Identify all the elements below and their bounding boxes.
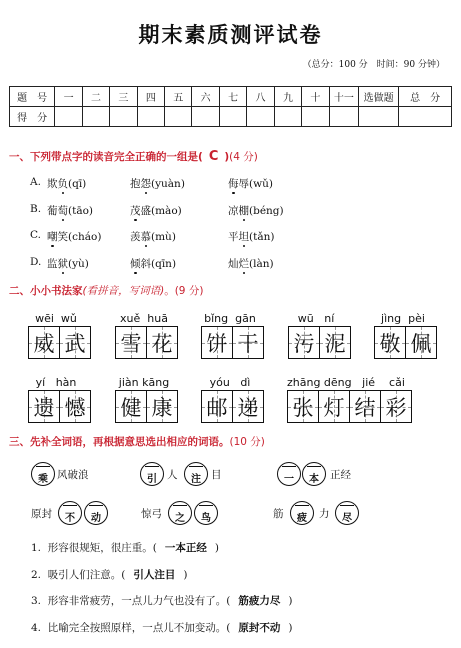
fill-circle: 尽 bbox=[335, 501, 359, 525]
score-table-score-row bbox=[10, 107, 452, 127]
pinyin-label: yí hàn bbox=[35, 376, 77, 389]
written-char: 威 bbox=[33, 331, 55, 356]
option-word-text: 羡慕 bbox=[130, 231, 151, 243]
pinyin-label: bǐng gān bbox=[204, 312, 256, 325]
written-char: 健 bbox=[120, 395, 142, 420]
writing-grid bbox=[201, 390, 264, 423]
question-item: 2. 吸引人们注意。( 引人注目 ) bbox=[31, 569, 188, 581]
score-table-header: 九 bbox=[274, 87, 301, 107]
section3-heading bbox=[9, 434, 265, 449]
idiom-text: 目 bbox=[211, 469, 222, 481]
written-char: 武 bbox=[64, 331, 86, 356]
option-word-text: 茂盛 bbox=[130, 205, 151, 217]
pinyin-label: yóu dì bbox=[209, 376, 251, 389]
option-word-text: 倾斜 bbox=[130, 258, 151, 270]
pinyin-label: zhāng dēng jié cǎi bbox=[287, 376, 405, 389]
option-word bbox=[130, 176, 185, 191]
option-letter: C. bbox=[30, 229, 41, 241]
question-item: 1. 形容很规矩，很庄重。( 一本正经 ) bbox=[31, 542, 219, 554]
option-pinyin: (qīn) bbox=[151, 258, 177, 270]
section3-score: (10 分) bbox=[229, 436, 265, 448]
fill-circle: 动 bbox=[84, 501, 108, 525]
question-item: 3. 形容非常疲劳，一点儿力气也没有了。( 筋疲力尽 ) bbox=[31, 595, 293, 607]
score-table-header-row bbox=[10, 87, 452, 107]
score-table bbox=[9, 86, 452, 127]
score-table-header: 六 bbox=[192, 87, 219, 107]
score-table-row-label: 得 分 bbox=[10, 107, 55, 127]
score-cell[interactable] bbox=[55, 107, 82, 127]
written-char: 敬 bbox=[379, 331, 401, 356]
option-pinyin: (làn) bbox=[249, 258, 274, 270]
option-word-text: 抱怨 bbox=[130, 178, 151, 190]
option-letter: B. bbox=[30, 203, 42, 215]
writing-grid bbox=[201, 326, 264, 359]
score-cell[interactable] bbox=[137, 107, 164, 127]
option-word bbox=[47, 256, 89, 271]
fill-circle: 引 bbox=[140, 462, 164, 486]
written-char: 雪 bbox=[120, 331, 142, 356]
score-cell[interactable] bbox=[247, 107, 274, 127]
score-table-header: 一 bbox=[55, 87, 82, 107]
score-cell[interactable] bbox=[399, 107, 452, 127]
written-char: 彩 bbox=[385, 395, 407, 420]
idiom-text: 原封 bbox=[31, 508, 52, 520]
score-table-header: 三 bbox=[110, 87, 137, 107]
section2-note: (看拼音，写词语) bbox=[82, 285, 165, 297]
written-char: 结 bbox=[354, 395, 376, 420]
option-pinyin: (cháo) bbox=[68, 231, 102, 243]
written-char: 灯 bbox=[323, 395, 345, 420]
section1-heading bbox=[9, 149, 258, 164]
score-cell[interactable] bbox=[274, 107, 301, 127]
option-word-text: 葡萄 bbox=[47, 205, 68, 217]
question-answer: 引人注目 bbox=[133, 569, 176, 581]
option-word-text: 平坦 bbox=[228, 231, 249, 243]
option-pinyin: (tǎn) bbox=[249, 231, 275, 243]
question-answer: 原封不动 bbox=[238, 622, 281, 634]
score-time-note: （总分：100 分 时间：90 分钟） bbox=[302, 60, 445, 70]
writing-grid bbox=[28, 390, 91, 423]
idiom-text: 正经 bbox=[330, 469, 351, 481]
idiom-text: 力 bbox=[319, 508, 330, 520]
score-cell[interactable] bbox=[82, 107, 109, 127]
score-cell[interactable] bbox=[219, 107, 246, 127]
option-word-text: 嘲笑 bbox=[47, 231, 68, 243]
score-table-header: 二 bbox=[82, 87, 109, 107]
score-table-header: 四 bbox=[137, 87, 164, 107]
writing-grid bbox=[288, 326, 351, 359]
idiom-text: 风破浪 bbox=[57, 469, 89, 481]
written-char: 张 bbox=[292, 395, 314, 420]
score-table-header: 十 bbox=[302, 87, 329, 107]
pinyin-label: jìng pèi bbox=[381, 312, 425, 325]
fill-circle: 本 bbox=[302, 462, 326, 486]
pinyin-label: jiàn kāng bbox=[118, 376, 170, 389]
score-table-header: 七 bbox=[219, 87, 246, 107]
written-char: 泥 bbox=[324, 331, 346, 356]
writing-grid bbox=[287, 390, 412, 423]
option-word bbox=[228, 256, 274, 271]
option-word-text: 监狱 bbox=[47, 258, 68, 270]
fill-circle: 不 bbox=[58, 501, 82, 525]
question-answer: 一本正经 bbox=[164, 542, 207, 554]
score-table-header: 选做题 bbox=[359, 87, 399, 107]
written-char: 憾 bbox=[64, 395, 86, 420]
option-word-text: 欺负 bbox=[47, 178, 68, 190]
writing-grid bbox=[374, 326, 437, 359]
score-cell[interactable] bbox=[165, 107, 192, 127]
option-word bbox=[130, 256, 176, 271]
writing-grid bbox=[115, 326, 178, 359]
score-cell[interactable] bbox=[359, 107, 399, 127]
option-word bbox=[47, 176, 86, 191]
written-char: 干 bbox=[237, 331, 259, 356]
option-pinyin: (yuàn) bbox=[151, 178, 185, 190]
option-word bbox=[47, 229, 101, 244]
score-table-header: 五 bbox=[165, 87, 192, 107]
writing-grid bbox=[115, 390, 178, 423]
option-letter: A. bbox=[30, 176, 41, 188]
score-table-header: 十一 bbox=[329, 87, 359, 107]
written-char: 邮 bbox=[206, 395, 228, 420]
section2-score: 。(9 分) bbox=[164, 285, 204, 297]
section1-heading-text: 一、下列带点字的读音完全正确的一组是( bbox=[9, 151, 203, 163]
option-pinyin: (qī) bbox=[68, 178, 87, 190]
score-table-header: 总 分 bbox=[399, 87, 452, 107]
score-cell[interactable] bbox=[302, 107, 329, 127]
section1-answer: C bbox=[208, 149, 219, 164]
section2-heading bbox=[9, 283, 203, 298]
written-char: 饼 bbox=[206, 331, 228, 356]
question-item: 4. 比喻完全按照原样，一点儿不加变动。( 原封不动 ) bbox=[31, 622, 293, 634]
option-word-text: 灿烂 bbox=[228, 258, 249, 270]
written-char: 递 bbox=[237, 395, 259, 420]
writing-grid bbox=[28, 326, 91, 359]
option-word bbox=[228, 203, 284, 218]
written-char: 花 bbox=[151, 331, 173, 356]
option-word bbox=[228, 176, 273, 191]
option-word bbox=[130, 203, 182, 218]
written-char: 佩 bbox=[410, 331, 432, 356]
section1-heading-close: ) bbox=[224, 151, 230, 163]
section2-heading-text: 二、小小书法家 bbox=[9, 285, 83, 297]
fill-circle: 一 bbox=[277, 462, 301, 486]
option-word bbox=[130, 229, 176, 244]
question-answer: 筋疲力尽 bbox=[238, 595, 281, 607]
option-word-text: 凉棚 bbox=[228, 205, 249, 217]
fill-circle: 疲 bbox=[290, 501, 314, 525]
score-table-header: 题 号 bbox=[10, 87, 55, 107]
option-word-text: 侮辱 bbox=[228, 178, 249, 190]
written-char: 遗 bbox=[33, 395, 55, 420]
score-cell[interactable] bbox=[110, 107, 137, 127]
score-table-header: 八 bbox=[247, 87, 274, 107]
fill-circle: 注 bbox=[184, 462, 208, 486]
fill-circle: 之 bbox=[168, 501, 192, 525]
section1-score: (4 分) bbox=[229, 151, 258, 163]
score-cell[interactable] bbox=[329, 107, 359, 127]
written-char: 康 bbox=[151, 395, 173, 420]
idiom-text: 人 bbox=[167, 469, 178, 481]
option-pinyin: (mào) bbox=[151, 205, 182, 217]
section3-heading-text: 三、先补全词语，再根据意思选出相应的词语。 bbox=[9, 436, 230, 448]
pinyin-label: wū ní bbox=[297, 312, 335, 325]
score-cell[interactable] bbox=[192, 107, 219, 127]
pinyin-label: xuě huā bbox=[120, 312, 168, 325]
written-char: 污 bbox=[293, 331, 315, 356]
option-pinyin: (wǔ) bbox=[249, 178, 273, 190]
option-word bbox=[228, 229, 274, 244]
fill-circle: 乘 bbox=[31, 462, 55, 486]
fill-circle: 鸟 bbox=[194, 501, 218, 525]
option-word bbox=[47, 203, 93, 218]
option-pinyin: (mù) bbox=[151, 231, 176, 243]
option-letter: D. bbox=[30, 256, 42, 268]
pinyin-label: wēi wǔ bbox=[35, 312, 77, 325]
idiom-text: 惊弓 bbox=[141, 508, 162, 520]
page-title: 期末素质测评试卷 bbox=[138, 22, 323, 47]
option-pinyin: (béng) bbox=[249, 205, 284, 217]
option-pinyin: (tāo) bbox=[68, 205, 93, 217]
idiom-text: 筋 bbox=[273, 508, 284, 520]
option-pinyin: (yù) bbox=[68, 258, 89, 270]
